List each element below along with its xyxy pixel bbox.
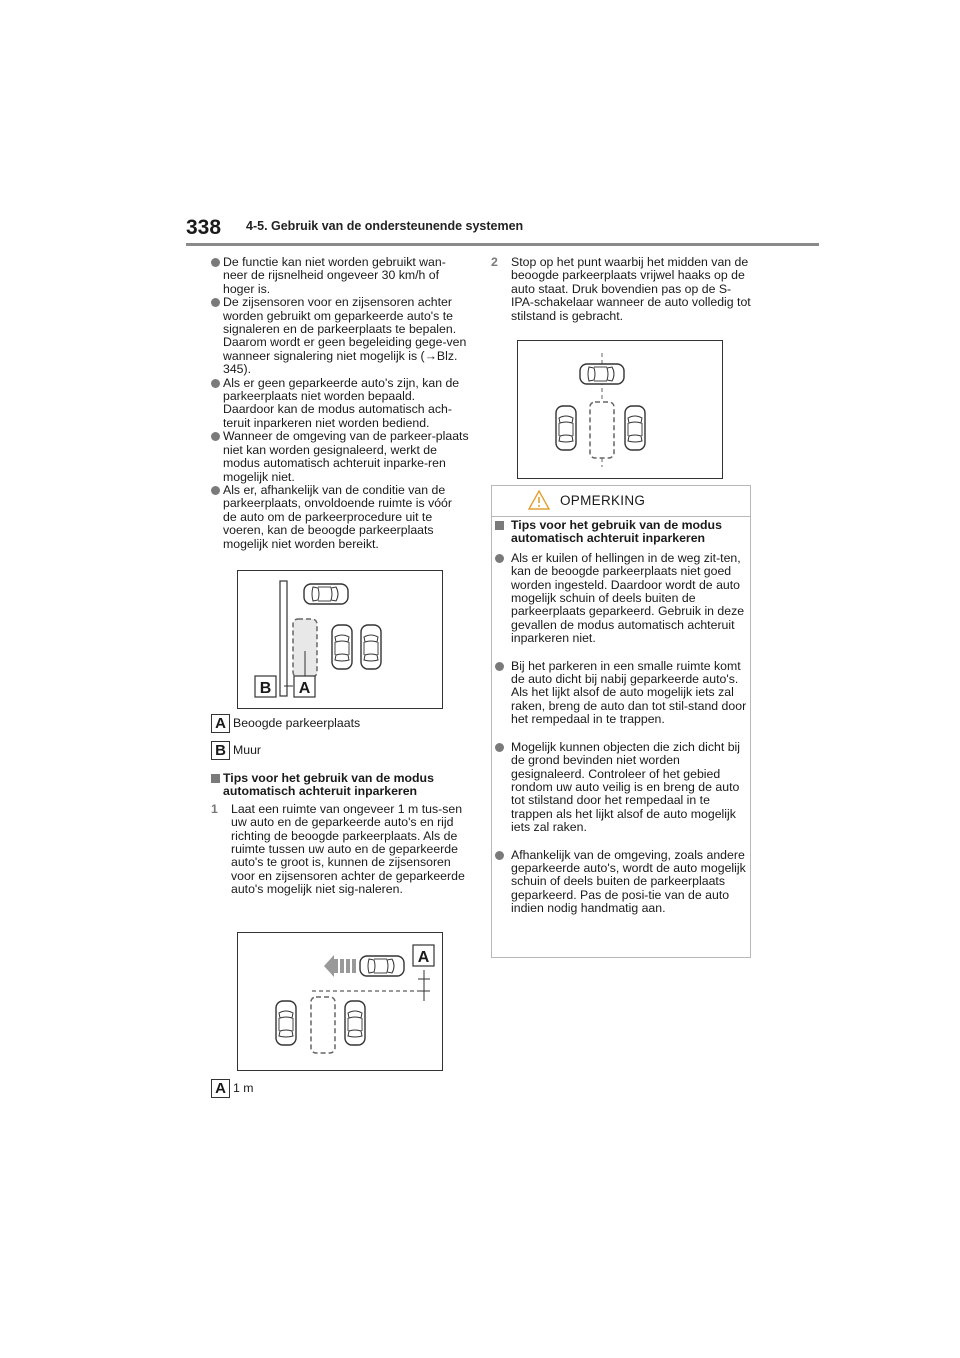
notice-title: OPMERKING	[560, 493, 646, 508]
bullet-text: Als er geen geparkeerde auto's zijn, kan de parkeerplaats niet worden bepaald. Daardoor kan de modus automatisch ach-teruit inparkeren niet worden bediend.	[223, 375, 460, 430]
diagram-approach-distance	[237, 932, 443, 1071]
step-text: Stop op het punt waarbij het midden van de beoogde parkeerplaats vrijwel haaks op de auto staat. Druk bovendien pas op de S-IPA-schakelaar wanneer de auto volledig tot stilstand is gebracht.	[511, 255, 751, 323]
bullet-text: De zijsensoren voor en zijsensoren achter worden gebruikt om geparkeerde auto's te signaleren en de parkeerplaats te bepalen. Daarom wordt er geen begeleiding gege-ven wanneer signalering niet mogelijk is (→Blz. 345).	[223, 295, 467, 377]
list-item	[492, 660, 747, 727]
list-item	[211, 296, 469, 376]
legend-key-box: B	[211, 741, 230, 760]
diagram-target-parking-space	[237, 570, 443, 709]
heading-text: Tips voor het gebruik van de modus automatisch achteruit inparkeren	[511, 518, 722, 546]
heading-square	[495, 521, 504, 530]
step-2	[491, 256, 751, 323]
page-number: 338	[186, 216, 222, 239]
legend-text: 1 m	[233, 1081, 254, 1095]
wall-shape	[280, 581, 287, 696]
list-item	[211, 377, 469, 431]
step-text: Laat een ruimte van ongeveer 1 m tus-sen uw auto en de geparkeerde auto's en rijd richting de beoogde parkeerplaats. Als de ruimte tussen uw auto en de geparkeerde auto's te groot is, kunnen de zijsensoren voor en zijsensoren achter de geparkeerde auto's mogelijk niet sig-naleren.	[231, 801, 465, 897]
car-icon	[360, 956, 404, 976]
list-item	[492, 741, 747, 835]
label-a: A	[298, 680, 311, 697]
target-space-shape	[311, 997, 335, 1053]
step-number: 1	[211, 801, 218, 816]
bullet-dot	[495, 743, 504, 752]
bullet-dot	[495, 554, 504, 563]
car-icon	[625, 406, 645, 450]
section-title: 4-5. Gebruik van de ondersteunende systemen	[246, 219, 524, 233]
bullet-dot	[211, 379, 220, 388]
diagram-stop-position	[517, 340, 723, 479]
notice-heading	[492, 519, 747, 546]
step-1	[211, 803, 469, 897]
bullet-text: Wanneer de omgeving van de parkeer-plaats niet kan worden gesignaleerd, werkt de modus automatisch achteruit inparke-ren mogelijk niet.	[223, 429, 469, 484]
target-space-shape	[590, 402, 614, 458]
car-icon	[580, 364, 624, 384]
bullet-dot	[211, 258, 220, 267]
car-icon	[332, 625, 352, 669]
legend-text: Beoogde parkeerplaats	[233, 716, 361, 730]
car-icon	[345, 1001, 365, 1045]
section-heading	[211, 772, 469, 799]
arrow-left-icon	[324, 955, 356, 977]
notice-header	[492, 486, 750, 517]
right-column	[491, 256, 751, 323]
warning-triangle-icon	[528, 490, 550, 515]
car-icon	[276, 1001, 296, 1045]
heading-text: Tips voor het gebruik van de modus automatisch achteruit inparkeren	[223, 771, 434, 799]
legend-text: Muur	[233, 743, 262, 757]
bullet-text: Mogelijk kunnen objecten die zich dicht bij de grond bevinden niet worden gesignaleerd. Controleer of het gebied rondom uw auto veilig is en breng de auto tot stilstand door het rempedaal in te trappen als het lijkt alsof de auto mogelijk iets zal raken.	[511, 739, 740, 835]
header-rule	[186, 243, 819, 246]
bullet-text: Als er kuilen of hellingen in de weg zit-ten, kan de beoogde parkeerplaats niet goed worden ingesteld. Daardoor wordt de auto mogelijk schuin of deels buiten de parkeerplaats geparkeerd. Gebruik in deze gevallen de modus automatisch achteruit inparkeren niet.	[511, 550, 745, 646]
bullet-dot	[211, 298, 220, 307]
bullet-text: Als er, afhankelijk van de conditie van de parkeerplaats, onvoldoende ruimte is vóór de auto om de parkeerprocedure uit te voeren, kan de beoogde parkeerplaats mogelijk niet worden bereikt.	[223, 482, 452, 551]
list-item	[211, 484, 469, 551]
label-a: A	[417, 949, 430, 966]
bullet-text: Bij het parkeren in een smalle ruimte komt de auto dicht bij nabij geparkeerde auto's. Als het lijkt alsof de auto mogelijk iets zal raken, breng de auto dan tot stil-stand door het rempedaal in te trappen.	[511, 658, 747, 727]
list-item	[211, 256, 469, 296]
bullet-dot	[211, 432, 220, 441]
left-column-bullets	[211, 256, 469, 551]
heading-square	[211, 774, 220, 783]
car-icon	[361, 625, 381, 669]
bullet-text: Afhankelijk van de omgeving, zoals andere geparkeerde auto's, wordt de auto mogelijk schuin of deels buiten de parkeerplaats geparkeerd. Pas de posi-tie van de auto indien nodig handmatig aan.	[511, 847, 746, 916]
list-item	[211, 430, 469, 484]
list-item	[492, 849, 747, 916]
bullet-dot	[495, 662, 504, 671]
legend-key-box: A	[211, 714, 230, 733]
legend-key-box: A	[211, 1079, 230, 1098]
bullet-dot	[211, 486, 220, 495]
car-icon	[556, 406, 576, 450]
list-item	[492, 552, 747, 646]
label-b: B	[259, 680, 272, 697]
tips-section	[211, 772, 469, 897]
notice-body	[492, 519, 747, 916]
bullet-dot	[495, 851, 504, 860]
step-number: 2	[491, 255, 498, 269]
car-icon	[304, 584, 348, 604]
notice-box	[491, 485, 751, 958]
bullet-text: De functie kan niet worden gebruikt wan-neer de rijsnelheid ongeveer 30 km/h of hoger is.	[223, 255, 446, 296]
